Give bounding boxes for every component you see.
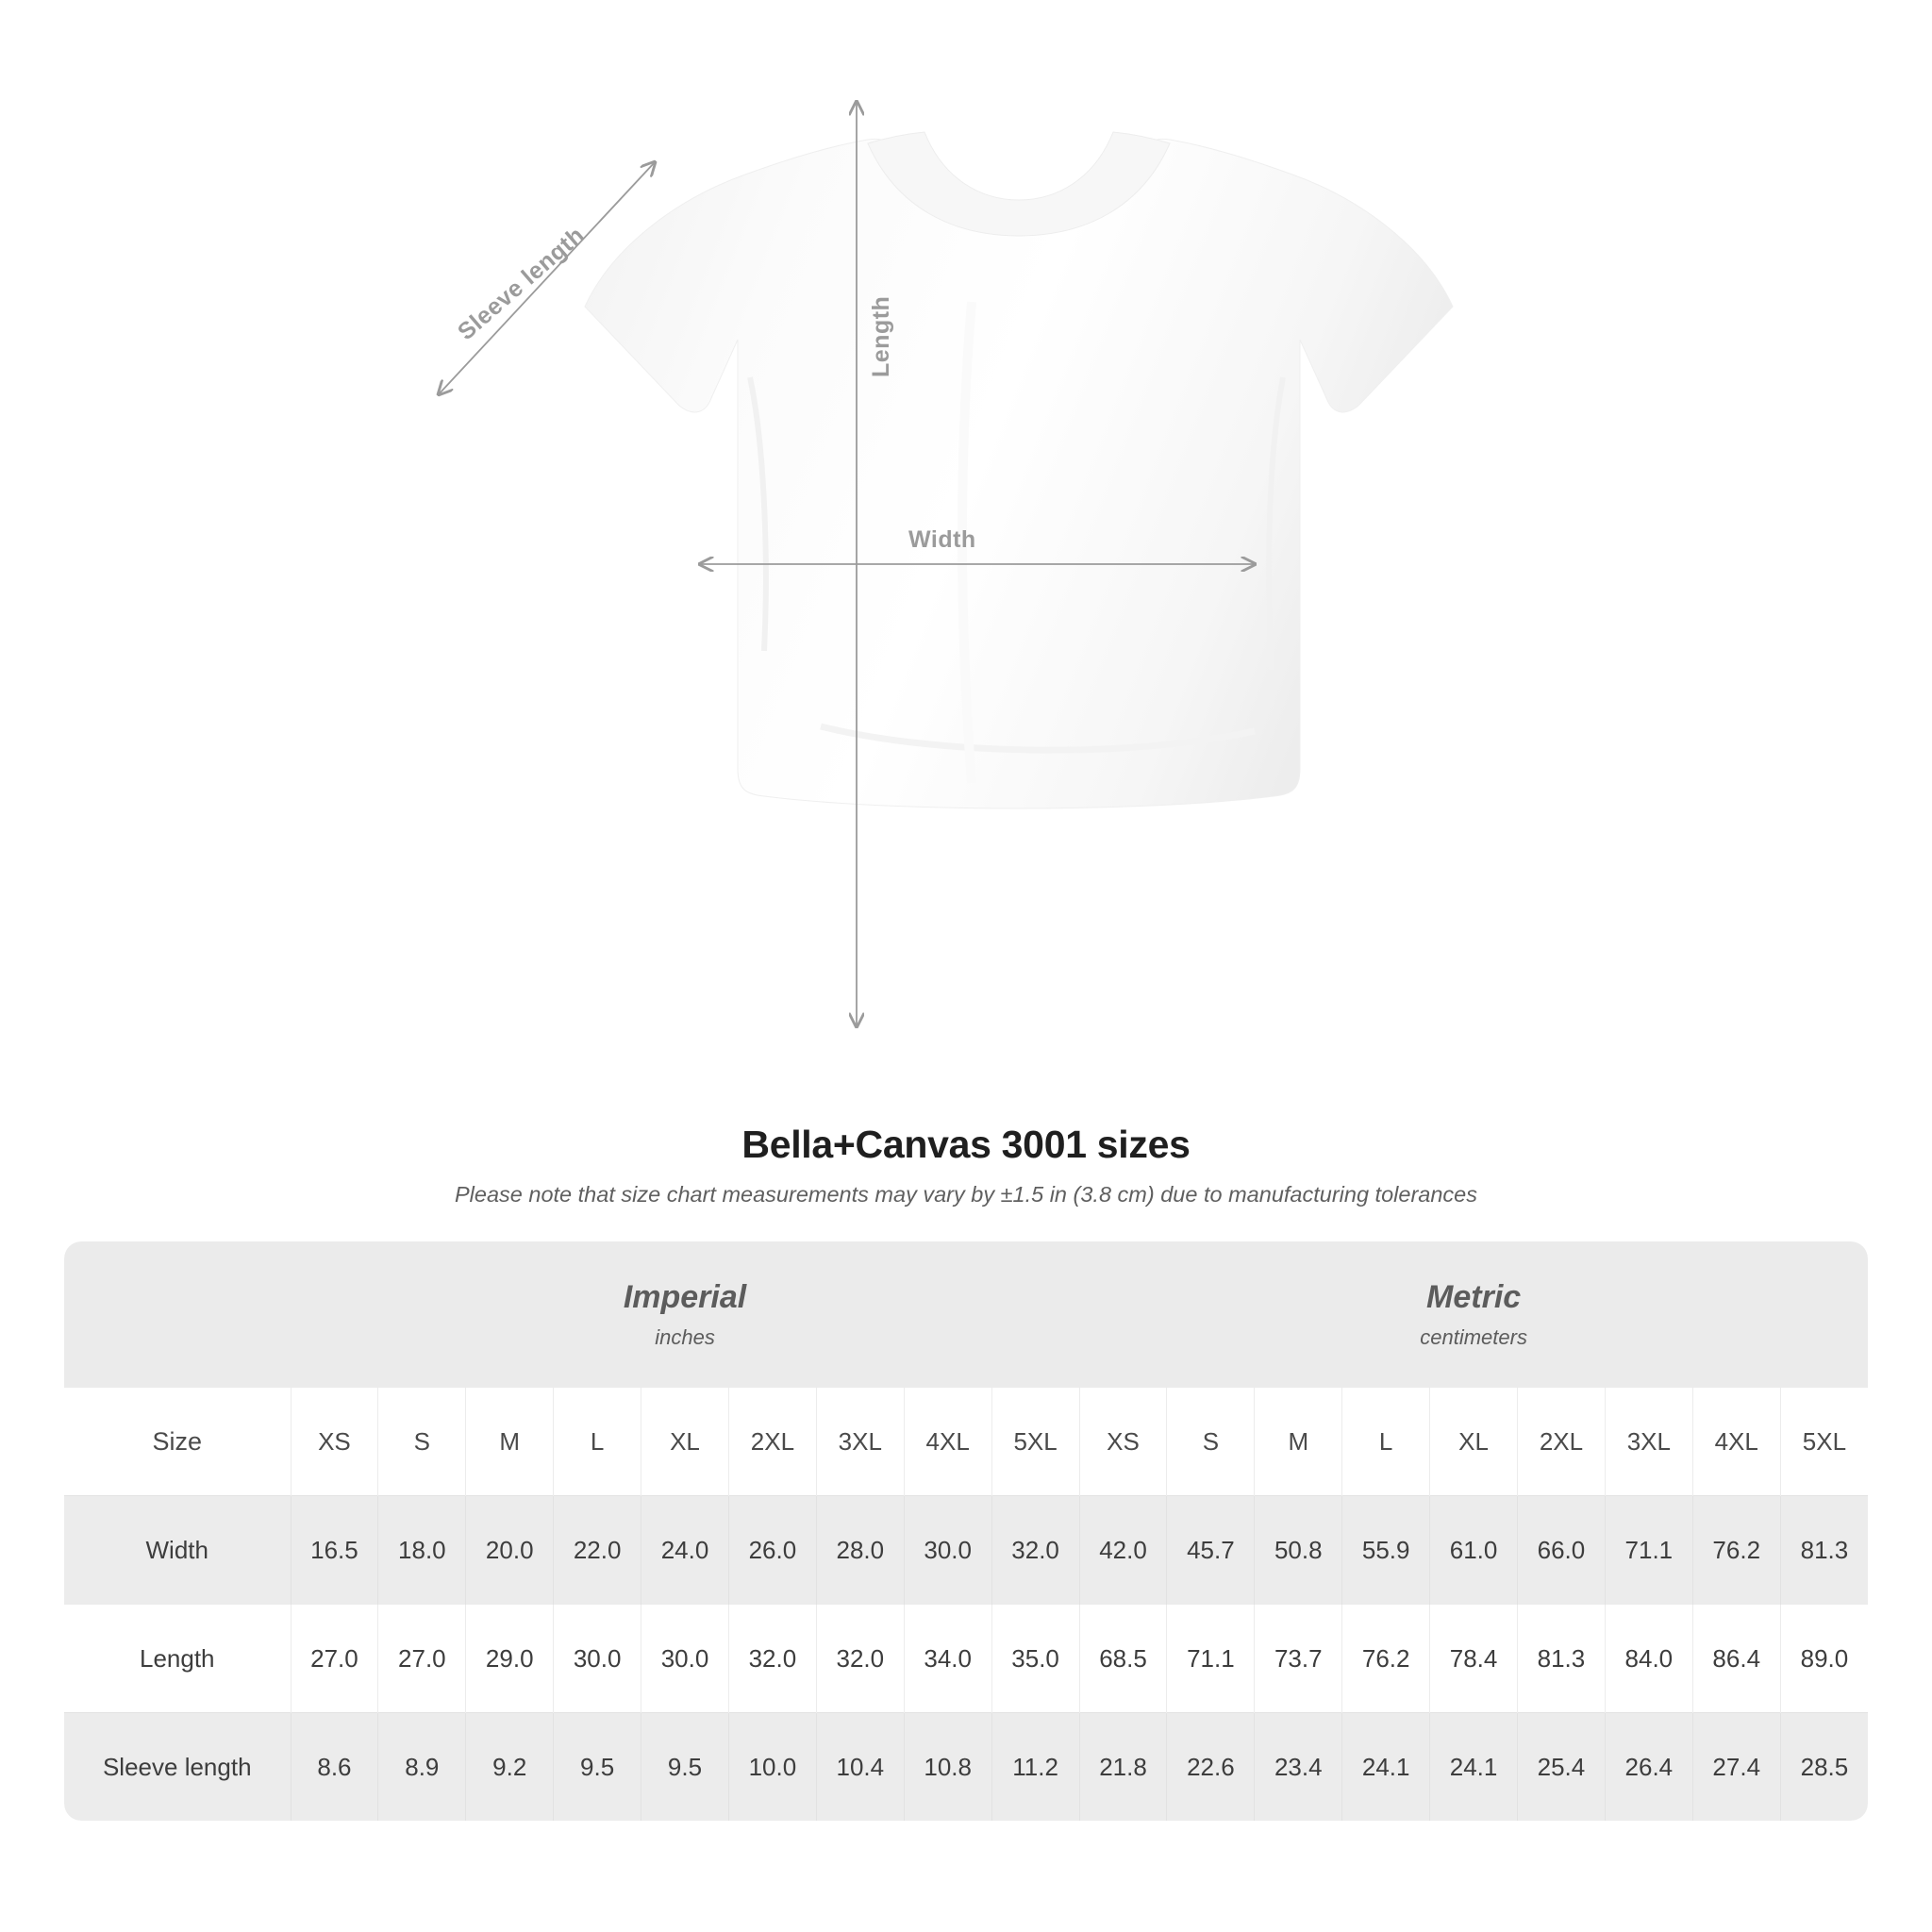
cell: 10.8 [904,1713,991,1822]
size-header-cell: XL [1430,1388,1518,1496]
size-header-row [64,1388,1868,1496]
size-header-cell: XS [1079,1388,1167,1496]
size-header-cell: L [1342,1388,1430,1496]
unit-header-row [64,1241,1868,1388]
table-row [64,1605,1868,1713]
cell: 21.8 [1079,1713,1167,1822]
cell: 9.5 [554,1713,641,1822]
size-header-cell: 4XL [1692,1388,1780,1496]
cell: 10.4 [816,1713,904,1822]
cell: 76.2 [1692,1496,1780,1605]
cell: 10.0 [728,1713,816,1822]
cell: 28.5 [1780,1713,1868,1822]
row-label-sleeve-length: Sleeve length [64,1713,291,1822]
size-header-cell: 2XL [1518,1388,1606,1496]
label-sleeve-length: Sleeve length [453,221,590,346]
label-width: Width [908,526,976,553]
row-label-length: Length [64,1605,291,1713]
size-header-cell: 5XL [1780,1388,1868,1496]
size-header-cell: XS [291,1388,378,1496]
unit-imperial-sub: inches [655,1325,715,1349]
size-table [64,1241,1868,1821]
cell: 81.3 [1518,1605,1606,1713]
cell: 84.0 [1605,1605,1692,1713]
title-block [0,1123,1932,1208]
cell: 27.0 [291,1605,378,1713]
cell: 24.1 [1342,1713,1430,1822]
table-row [64,1496,1868,1605]
unit-metric [1079,1241,1868,1388]
unit-metric-sub: centimeters [1420,1325,1527,1349]
cell: 22.0 [554,1496,641,1605]
cell: 42.0 [1079,1496,1167,1605]
unit-blank-left [64,1241,291,1388]
cell: 34.0 [904,1605,991,1713]
cell: 81.3 [1780,1496,1868,1605]
cell: 32.0 [991,1496,1079,1605]
row-label-width: Width [64,1496,291,1605]
page-title: Bella+Canvas 3001 sizes [741,1123,1191,1166]
size-header-cell: XL [641,1388,729,1496]
cell: 27.4 [1692,1713,1780,1822]
cell: 26.4 [1605,1713,1692,1822]
cell: 23.4 [1255,1713,1342,1822]
size-header-cell: S [378,1388,466,1496]
cell: 22.6 [1167,1713,1255,1822]
cell: 71.1 [1167,1605,1255,1713]
cell: 18.0 [378,1496,466,1605]
size-header-cell: 3XL [816,1388,904,1496]
cell: 45.7 [1167,1496,1255,1605]
table-row [64,1713,1868,1822]
cell: 66.0 [1518,1496,1606,1605]
unit-imperial-name: Imperial [623,1279,747,1315]
size-header-cell: 3XL [1605,1388,1692,1496]
cell: 30.0 [904,1496,991,1605]
cell: 24.1 [1430,1713,1518,1822]
cell: 25.4 [1518,1713,1606,1822]
cell: 76.2 [1342,1605,1430,1713]
size-header-cell: 4XL [904,1388,991,1496]
cell: 68.5 [1079,1605,1167,1713]
cell: 55.9 [1342,1496,1430,1605]
size-table-wrap [64,1241,1868,1821]
cell: 29.0 [466,1605,554,1713]
size-header-label: Size [64,1388,291,1496]
size-header-cell: 5XL [991,1388,1079,1496]
cell: 11.2 [991,1713,1079,1822]
label-length: Length [868,295,894,377]
tolerance-note: Please note that size chart measurements may vary by ±1.5 in (3.8 cm) due to manufacturing tolerances [455,1182,1477,1207]
cell: 24.0 [641,1496,729,1605]
cell: 8.6 [291,1713,378,1822]
cell: 16.5 [291,1496,378,1605]
size-header-cell: 2XL [728,1388,816,1496]
cell: 26.0 [728,1496,816,1605]
size-header-cell: S [1167,1388,1255,1496]
cell: 50.8 [1255,1496,1342,1605]
cell: 27.0 [378,1605,466,1713]
cell: 89.0 [1780,1605,1868,1713]
size-header-cell: M [1255,1388,1342,1496]
cell: 30.0 [641,1605,729,1713]
cell: 32.0 [816,1605,904,1713]
cell: 9.5 [641,1713,729,1822]
cell: 32.0 [728,1605,816,1713]
cell: 71.1 [1605,1496,1692,1605]
cell: 9.2 [466,1713,554,1822]
cell: 73.7 [1255,1605,1342,1713]
cell: 28.0 [816,1496,904,1605]
size-header-cell: M [466,1388,554,1496]
cell: 8.9 [378,1713,466,1822]
unit-imperial [291,1241,1079,1388]
unit-metric-name: Metric [1426,1279,1522,1315]
cell: 86.4 [1692,1605,1780,1713]
cell: 30.0 [554,1605,641,1713]
size-header-cell: L [554,1388,641,1496]
cell: 61.0 [1430,1496,1518,1605]
cell: 35.0 [991,1605,1079,1713]
cell: 20.0 [466,1496,554,1605]
cell: 78.4 [1430,1605,1518,1713]
